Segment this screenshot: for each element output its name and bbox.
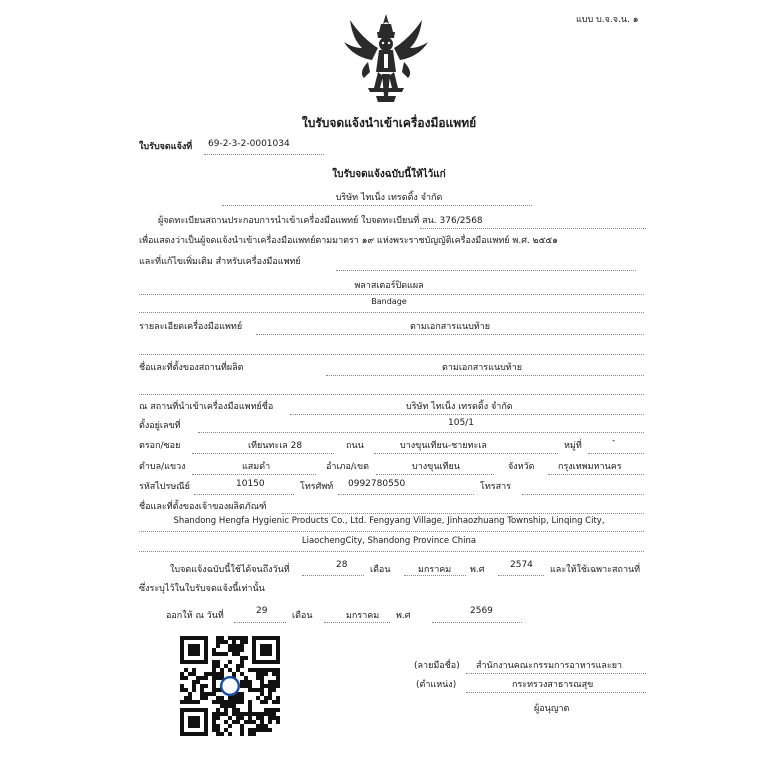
law-line: เพื่อแสดงว่าเป็นผู้จดแจ้งนำเข้าเครื่องมือแพทย์ตามมาตรา ๑๙ แห่งพระราชบัญญัติเครื่องมือแพทย์ พ.ศ. ๒๕๕๑ (139, 236, 558, 246)
phone-value: 0992780550 (348, 479, 406, 489)
district-value: บางขุนเทียน (412, 462, 460, 472)
postcode-label: รหัสไปรษณีย์ (139, 482, 190, 492)
company-name: บริษัท ไทเน็ง เทรดดิ้ง จำกัด (335, 193, 443, 203)
moo-value: - (612, 436, 616, 446)
authority-label: ผู้อนุญาต (534, 704, 570, 714)
import-place-value: บริษัท ไทเน็ง เทรดดิ้ง จำกัด (406, 402, 513, 412)
issued-day: 29 (256, 606, 268, 616)
operator-line: ผู้จดทะเบียนสถานประกอบการนำเข้าเครื่องมือแพทย์ ใบจดทะเบียนที่ สน. 376/2568 (158, 216, 483, 226)
road-value: บางขุนเทียน-ชายทะเล (400, 441, 487, 451)
garuda-emblem-icon (338, 12, 434, 104)
valid-month: มกราคม (418, 565, 452, 575)
qr-code-icon (180, 636, 280, 736)
detail-label: รายละเอียดเครื่องมือแพทย์ (139, 322, 243, 332)
address-no: 105/1 (448, 418, 474, 428)
amend-label: และที่แก้ไขเพิ่มเติม สำหรับเครื่องมือแพทย์ (139, 257, 301, 267)
address-no-label: ตั้งอยู่เลขที่ (139, 421, 181, 431)
road-label: ถนน (346, 441, 364, 451)
district-label: อำเภอ/เขต (326, 462, 369, 472)
device-name-english: Bandage (371, 297, 407, 306)
subdistrict-label: ตำบล/แขวง (139, 462, 186, 472)
fax-label: โทรสาร (480, 482, 511, 492)
soi-label: ตรอก/ซอย (139, 441, 181, 451)
manufacturer-value: ตามเอกสารแนบท้าย (442, 363, 523, 373)
valid-year-label: พ.ศ (470, 565, 485, 575)
issued-month: มกราคม (346, 611, 380, 621)
moo-label: หมู่ที่ (564, 441, 582, 451)
device-name-thai: พลาสเตอร์ปิดแผล (354, 281, 424, 291)
owner-label: ชื่อและที่ตั้งของเจ้าของผลิตภัณฑ์ (139, 502, 267, 512)
issued-year: 2569 (470, 606, 493, 616)
issued-year-label: พ.ศ (396, 611, 411, 621)
document-title: ใบรับจดแจ้งนำเข้าเครื่องมือแพทย์ (301, 116, 477, 130)
valid-day: 28 (336, 560, 348, 570)
signature-label: (ลายมือชื่อ) (414, 661, 460, 671)
province-label: จังหวัด (508, 462, 535, 472)
soi-value: เทียนทะเล 28 (248, 441, 303, 451)
form-code: แบบ บ.จ.จ.น. ๑ (576, 15, 639, 25)
signature-value: สำนักงานคณะกรรมการอาหารและยา (476, 661, 623, 671)
phone-label: โทรศัพท์ (300, 482, 334, 492)
cert-no: 69-2-3-2-0001034 (208, 139, 290, 149)
valid-suffix: และให้ใช้เฉพาะสถานที่ (550, 565, 641, 575)
subdistrict-value: แสมดำ (242, 462, 271, 472)
valid-line2: ซึ่งระบุไว้ในใบรับจดแจ้งนี้เท่านั้น (139, 584, 265, 594)
owner-address-line1: Shandong Hengfa Hygienic Products Co., Ltd. Fengyang Village, Jinhaozhuang Township, Linqing City, (173, 516, 605, 526)
manufacturer-label: ชื่อและที่ตั้งของสถานที่ผลิต (139, 363, 244, 373)
issued-label: ออกให้ ณ วันที่ (166, 611, 224, 621)
valid-year: 2574 (510, 560, 533, 570)
position-value: กระทรวงสาธารณสุข (512, 680, 594, 690)
province-value: กรุงเทพมหานคร (558, 462, 622, 472)
position-label: (ตำแหน่ง) (416, 680, 457, 690)
cert-no-label: ใบรับจดแจ้งที่ (139, 142, 193, 152)
detail-value: ตามเอกสารแนบท้าย (410, 322, 491, 332)
issued-to-heading: ใบรับจดแจ้งฉบับนี้ให้ไว้แก่ (332, 169, 446, 180)
issued-month-label: เดือน (292, 611, 313, 621)
valid-month-label: เดือน (370, 565, 391, 575)
owner-address-line2: LiaochengCity, Shandong Province China (301, 536, 477, 546)
valid-label: ใบจดแจ้งฉบับนี้ใช้ได้จนถึงวันที่ (170, 565, 290, 575)
import-place-label: ณ สถานที่นำเข้าเครื่องมือแพทย์ชื่อ (139, 402, 274, 412)
postcode-value: 10150 (236, 479, 265, 489)
